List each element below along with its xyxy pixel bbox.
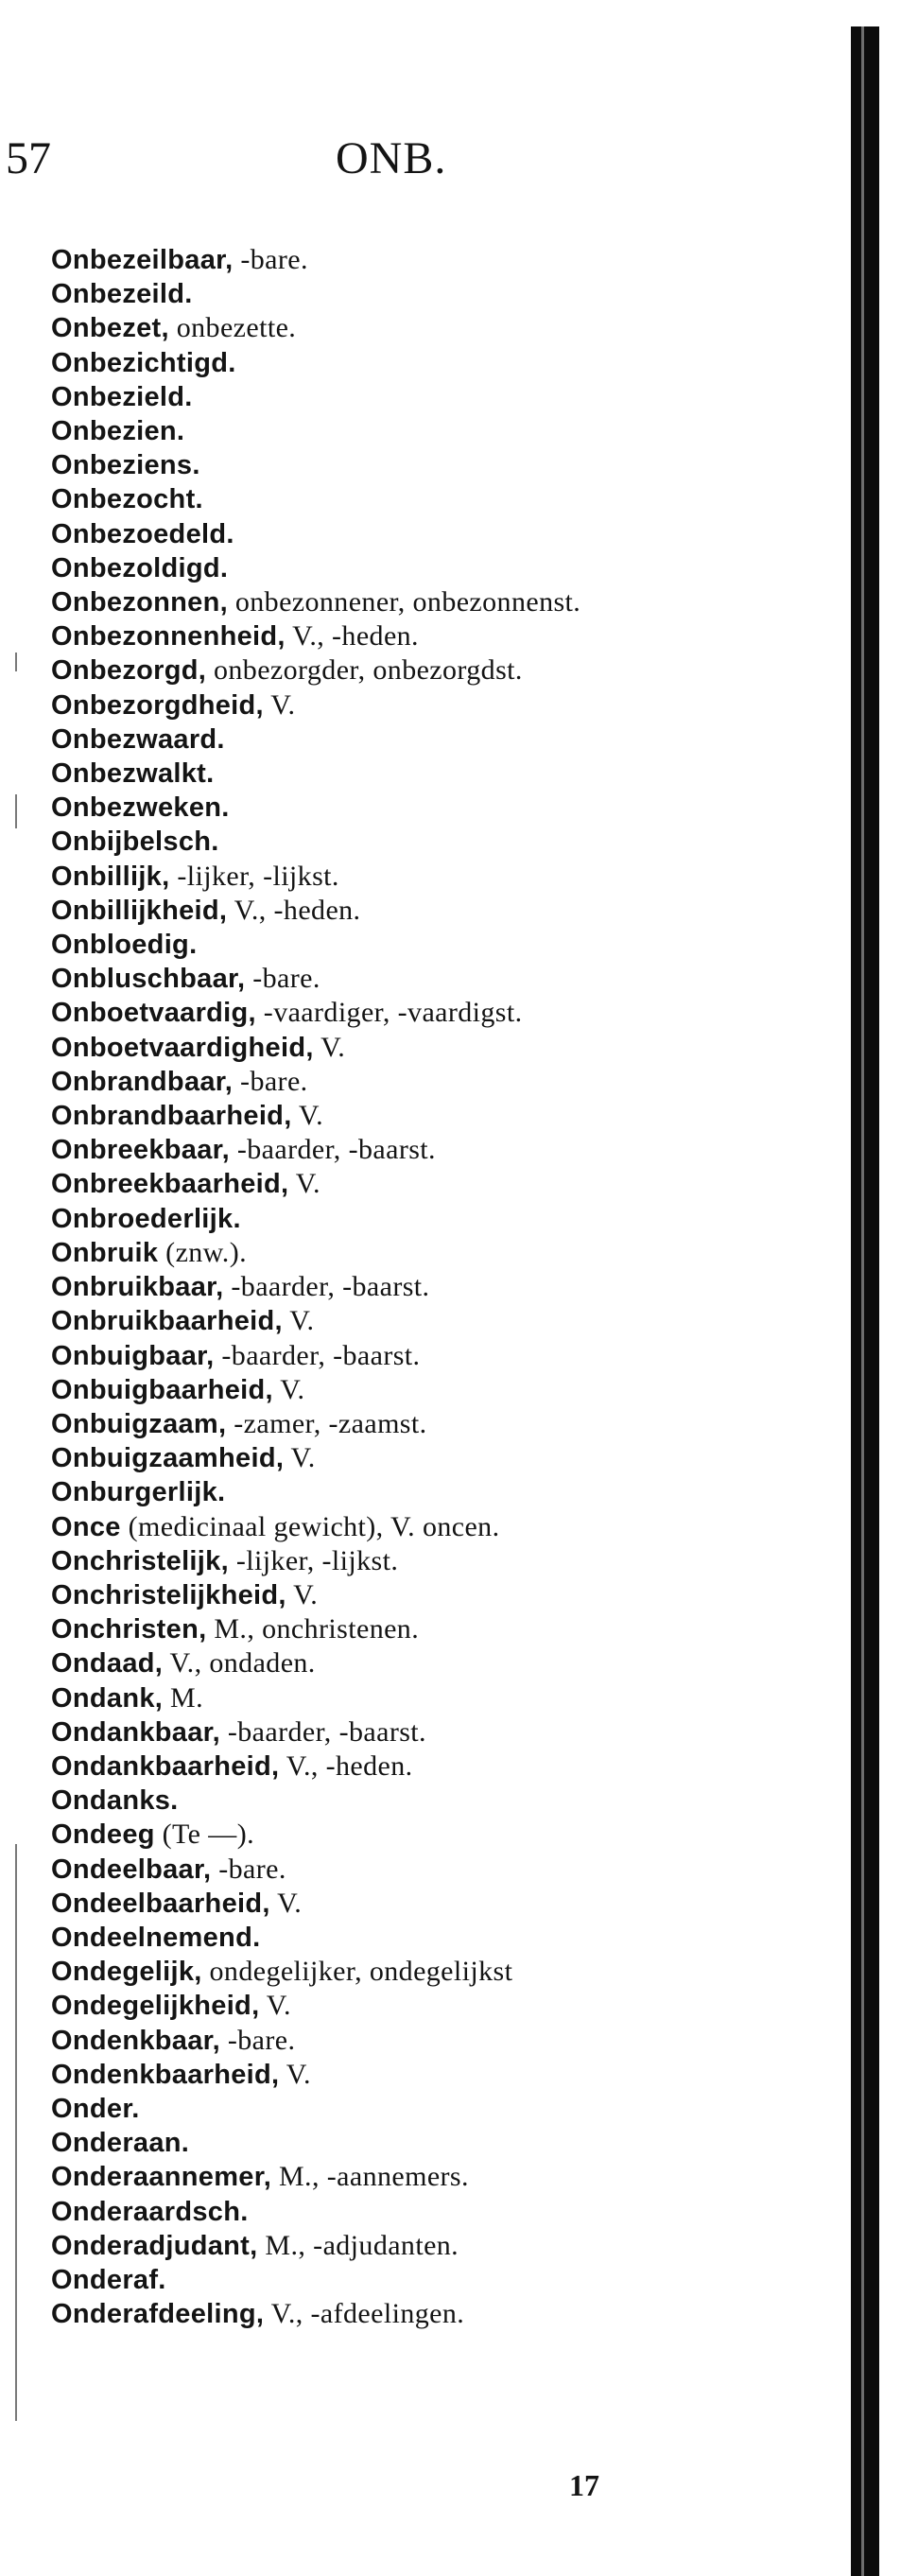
entry-headword: Onbuigzaam, bbox=[51, 1408, 227, 1439]
dictionary-entry bbox=[51, 2229, 779, 2263]
entry-forms: V. bbox=[263, 688, 296, 721]
entry-headword: Ondenkbaar, bbox=[51, 2025, 220, 2056]
dictionary-entry bbox=[51, 860, 779, 894]
entry-forms: ondegelijker, ondegelijkst bbox=[201, 1956, 513, 1988]
entry-forms: onbezette. bbox=[168, 312, 297, 344]
dictionary-entry bbox=[51, 380, 779, 414]
dictionary-entry bbox=[51, 757, 779, 791]
entry-headword: Onbezoldigd. bbox=[51, 552, 229, 583]
entry-forms: V., ondaden. bbox=[163, 1647, 316, 1680]
entry-headword: Onbluschbaar, bbox=[51, 964, 246, 995]
entry-forms: -bare. bbox=[233, 1065, 308, 1097]
entry-forms: onbezonnener, onbezonnenst. bbox=[227, 586, 581, 618]
entry-forms: V., -afdeelingen. bbox=[264, 2298, 465, 2330]
dictionary-entry bbox=[51, 1475, 779, 1509]
entry-headword: Ondankbaarheid, bbox=[51, 1750, 280, 1782]
dictionary-entry bbox=[51, 1989, 779, 2023]
page-number: 57 bbox=[6, 133, 51, 183]
dictionary-entry bbox=[51, 1818, 779, 1852]
running-head: ONB. bbox=[336, 133, 447, 183]
dictionary-entry bbox=[51, 688, 779, 722]
entry-forms: V. bbox=[259, 1990, 291, 2022]
entry-headword: Onbreekbaarheid, bbox=[51, 1169, 289, 1200]
dictionary-entry bbox=[51, 1304, 779, 1338]
entry-forms: V. bbox=[288, 1168, 320, 1200]
entry-headword: Onderaan. bbox=[51, 2128, 190, 2159]
dictionary-entry bbox=[51, 551, 779, 585]
dictionary-entry bbox=[51, 414, 779, 448]
margin-rule bbox=[15, 653, 17, 671]
entry-headword: Onbruik bbox=[51, 1237, 159, 1268]
entry-headword: Onbruikbaar, bbox=[51, 1272, 224, 1303]
dictionary-entry bbox=[51, 928, 779, 962]
entry-headword: Onbezorgdheid, bbox=[51, 689, 264, 721]
dictionary-entry bbox=[51, 1784, 779, 1818]
dictionary-entry bbox=[51, 1715, 779, 1749]
entry-forms: M., -adjudanten. bbox=[257, 2229, 459, 2261]
margin-rule bbox=[15, 1844, 17, 2421]
dictionary-entry bbox=[51, 2024, 779, 2058]
entry-headword: Onderaannemer, bbox=[51, 2162, 272, 2193]
entry-headword: Onbloedig. bbox=[51, 930, 198, 961]
dictionary-entry bbox=[51, 722, 779, 757]
dictionary-entry bbox=[51, 2058, 779, 2092]
dictionary-entry bbox=[51, 996, 779, 1030]
entry-headword: Onbezoedeld. bbox=[51, 518, 234, 549]
dictionary-entry bbox=[51, 1099, 779, 1133]
dictionary-entry bbox=[51, 2195, 779, 2229]
entry-headword: Onbuigzaamheid, bbox=[51, 1443, 285, 1474]
entry-headword: Once bbox=[51, 1511, 121, 1542]
entry-headword: Onboetvaardig, bbox=[51, 998, 256, 1029]
dictionary-entry bbox=[51, 1031, 779, 1065]
entry-headword: Ondankbaar, bbox=[51, 1716, 220, 1748]
entry-headword: Onbezonnenheid, bbox=[51, 621, 286, 653]
entry-headword: Onbezield. bbox=[51, 381, 193, 412]
entry-forms: -baarder, -baarst. bbox=[214, 1339, 421, 1371]
dictionary-entry bbox=[51, 1887, 779, 1921]
entry-headword: Onchristelijkheid, bbox=[51, 1579, 286, 1610]
entry-forms: V. bbox=[286, 1578, 319, 1610]
entry-forms: M., -aannemers. bbox=[271, 2161, 469, 2193]
entry-forms: -baarder, -baarst. bbox=[219, 1715, 426, 1748]
entry-headword: Onburgerlijk. bbox=[51, 1477, 226, 1508]
entry-headword: Onbezorgd, bbox=[51, 655, 207, 687]
dictionary-entry bbox=[51, 1202, 779, 1236]
dictionary-entry bbox=[51, 1853, 779, 1887]
dictionary-entry bbox=[51, 653, 779, 688]
entry-headword: Onchristen, bbox=[51, 1614, 207, 1645]
entry-forms: -bare. bbox=[233, 244, 308, 275]
entry-headword: Ondeeg bbox=[51, 1819, 155, 1851]
entry-headword: Onchristelijk, bbox=[51, 1545, 229, 1576]
entry-headword: Ondank, bbox=[51, 1682, 164, 1714]
entry-headword: Onbruikbaarheid, bbox=[51, 1306, 283, 1337]
entry-headword: Onbezet, bbox=[51, 313, 169, 344]
dictionary-entry bbox=[51, 1373, 779, 1407]
entry-headword: Onbezeild. bbox=[51, 279, 193, 310]
entry-headword: Onbrandbaarheid, bbox=[51, 1101, 292, 1132]
entry-headword: Onder. bbox=[51, 2093, 140, 2124]
dictionary-entry bbox=[51, 1236, 779, 1270]
entry-forms: -baarder, -baarst. bbox=[229, 1134, 436, 1166]
entry-forms: (Te —). bbox=[154, 1819, 254, 1851]
dictionary-entry bbox=[51, 1544, 779, 1578]
entry-headword: Ondeelbaar, bbox=[51, 1854, 212, 1885]
dictionary-entry bbox=[51, 2297, 779, 2331]
dictionary-entry bbox=[51, 1646, 779, 1680]
entry-forms: (medicinaal gewicht), V. oncen. bbox=[120, 1510, 500, 1542]
dictionary-entry bbox=[51, 2092, 779, 2126]
entry-forms: V. bbox=[282, 1305, 315, 1337]
dictionary-entry bbox=[51, 1339, 779, 1373]
dictionary-entry bbox=[51, 894, 779, 928]
margin-rule bbox=[15, 794, 17, 828]
entry-headword: Onbezwalkt. bbox=[51, 758, 215, 790]
dictionary-entry bbox=[51, 962, 779, 996]
entry-headword: Ondaad, bbox=[51, 1648, 164, 1680]
entry-headword: Ondegelijk, bbox=[51, 1957, 202, 1988]
dictionary-entry bbox=[51, 1407, 779, 1441]
entry-headword: Onbezien. bbox=[51, 416, 185, 447]
dictionary-entry bbox=[51, 1510, 779, 1544]
entry-headword: Onboetvaardigheid, bbox=[51, 1032, 314, 1063]
entry-headword: Onbuigbaarheid, bbox=[51, 1374, 273, 1405]
dictionary-entry bbox=[51, 311, 779, 345]
entry-headword: Ondegelijkheid, bbox=[51, 1991, 260, 2022]
dictionary-entry bbox=[51, 1578, 779, 1612]
entry-headword: Onderaf. bbox=[51, 2264, 166, 2295]
entry-forms: V., -heden. bbox=[285, 620, 419, 653]
entry-headword: Onbeziens. bbox=[51, 450, 200, 481]
dictionary-entry bbox=[51, 1681, 779, 1715]
entry-forms: V. bbox=[279, 2058, 311, 2090]
dictionary-entry bbox=[51, 482, 779, 516]
entry-headword: Onderafdeeling, bbox=[51, 2299, 265, 2330]
entry-forms: V. bbox=[284, 1442, 316, 1474]
entry-headword: Onderaardsch. bbox=[51, 2196, 249, 2227]
entry-forms: -bare. bbox=[219, 2024, 296, 2056]
binding-edge bbox=[851, 26, 879, 2576]
entry-headword: Onbezonnen, bbox=[51, 587, 228, 618]
entry-headword: Onbroederlijk. bbox=[51, 1203, 241, 1234]
entry-forms: V. bbox=[313, 1031, 346, 1063]
entry-forms: V. bbox=[291, 1100, 324, 1132]
entry-forms: -lijker, -lijkst. bbox=[169, 860, 339, 892]
entry-headword: Onbillijkheid, bbox=[51, 895, 228, 926]
entry-forms: V. bbox=[269, 1887, 303, 1919]
entry-headword: Ondeelbaarheid, bbox=[51, 1888, 270, 1919]
dictionary-entry bbox=[51, 1133, 779, 1167]
entry-forms: -lijker, -lijkst. bbox=[228, 1544, 399, 1576]
dictionary-entry bbox=[51, 1065, 779, 1099]
entry-forms: -baarder, -baarst. bbox=[223, 1271, 430, 1303]
entry-headword: Onbezweken. bbox=[51, 792, 230, 824]
dictionary-entry bbox=[51, 2263, 779, 2297]
entry-headword: Onbezocht. bbox=[51, 484, 203, 515]
entry-forms: V., -heden. bbox=[279, 1749, 413, 1782]
dictionary-entry bbox=[51, 448, 779, 482]
entry-forms: -bare. bbox=[211, 1853, 286, 1885]
dictionary-entry-list bbox=[51, 243, 779, 2331]
dictionary-entry bbox=[51, 346, 779, 380]
entry-forms: V., -heden. bbox=[227, 894, 361, 926]
dictionary-entry bbox=[51, 2160, 779, 2194]
entry-headword: Onbuigbaar, bbox=[51, 1340, 215, 1371]
entry-forms: onbezorgder, onbezorgdst. bbox=[206, 654, 523, 687]
entry-forms: -zamer, -zaamst. bbox=[226, 1407, 427, 1439]
entry-headword: Onbezeilbaar, bbox=[51, 245, 234, 275]
entry-forms: M. bbox=[163, 1681, 203, 1714]
dictionary-entry bbox=[51, 2126, 779, 2160]
entry-forms: V. bbox=[272, 1373, 305, 1405]
entry-forms: -vaardiger, -vaardigst. bbox=[255, 997, 523, 1029]
entry-headword: Onderadjudant, bbox=[51, 2230, 258, 2261]
entry-forms: M., onchristenen. bbox=[206, 1613, 420, 1645]
entry-headword: Onbezichtigd. bbox=[51, 347, 236, 378]
dictionary-entry bbox=[51, 243, 779, 277]
entry-headword: Onbrandbaar, bbox=[51, 1066, 234, 1097]
dictionary-entry bbox=[51, 619, 779, 653]
entry-headword: Onbreekbaar, bbox=[51, 1135, 230, 1166]
dictionary-entry bbox=[51, 791, 779, 825]
entry-headword: Onbillijk, bbox=[51, 861, 170, 892]
dictionary-entry bbox=[51, 1167, 779, 1201]
signature-mark: 17 bbox=[569, 2468, 599, 2502]
dictionary-entry bbox=[51, 1749, 779, 1784]
entry-headword: Ondeelnemend. bbox=[51, 1922, 261, 1953]
dictionary-entry bbox=[51, 1270, 779, 1304]
dictionary-entry bbox=[51, 1955, 779, 1989]
dictionary-entry bbox=[51, 517, 779, 551]
entry-forms: -bare. bbox=[245, 963, 320, 995]
entry-forms: (znw.). bbox=[158, 1236, 247, 1268]
entry-headword: Ondenkbaarheid, bbox=[51, 2059, 280, 2090]
dictionary-entry bbox=[51, 1441, 779, 1475]
entry-headword: Onbezwaard. bbox=[51, 723, 225, 755]
dictionary-entry bbox=[51, 585, 779, 619]
dictionary-entry bbox=[51, 1921, 779, 1955]
dictionary-entry bbox=[51, 825, 779, 859]
dictionary-entry bbox=[51, 1612, 779, 1646]
entry-headword: Onbijbelsch. bbox=[51, 827, 219, 858]
dictionary-entry bbox=[51, 277, 779, 311]
entry-headword: Ondanks. bbox=[51, 1785, 179, 1817]
